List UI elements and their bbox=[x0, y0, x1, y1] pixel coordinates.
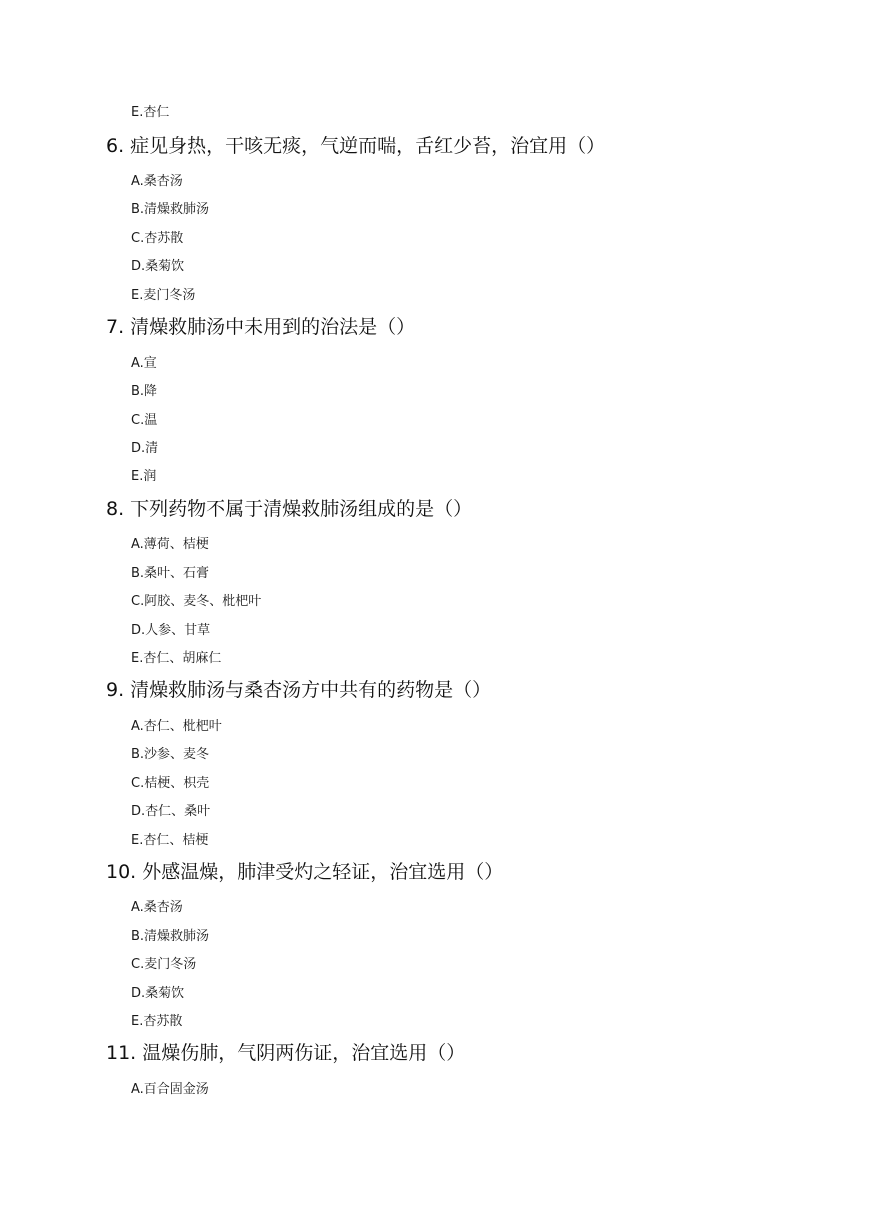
option-e: E.润 bbox=[131, 469, 157, 484]
option-c: C.桔梗、枳壳 bbox=[131, 776, 210, 791]
option-e: E.麦门冬汤 bbox=[131, 288, 196, 303]
option-d: D.桑菊饮 bbox=[131, 259, 185, 274]
option-c: C.麦门冬汤 bbox=[131, 957, 197, 972]
option-e: E.杏苏散 bbox=[131, 1014, 183, 1029]
option-c: C.杏苏散 bbox=[131, 231, 184, 246]
option-b: B.桑叶、石膏 bbox=[131, 566, 210, 581]
option-e-q5: E.杏仁 bbox=[131, 105, 170, 120]
question-9: 9. 清燥救肺汤与桑杏汤方中共有的药物是（） bbox=[106, 679, 492, 701]
option-b: B.清燥救肺汤 bbox=[131, 202, 210, 217]
question-11: 11. 温燥伤肺，气阴两伤证，治宜选用（） bbox=[106, 1042, 466, 1064]
question-6: 6. 症见身热，干咳无痰，气逆而喘，舌红少苔，治宜用（） bbox=[106, 135, 606, 157]
option-d: D.清 bbox=[131, 441, 159, 456]
option-e: E.杏仁、桔梗 bbox=[131, 833, 209, 848]
option-b: B.清燥救肺汤 bbox=[131, 929, 210, 944]
question-8: 8. 下列药物不属于清燥救肺汤组成的是（） bbox=[106, 498, 473, 520]
question-7: 7. 清燥救肺汤中未用到的治法是（） bbox=[106, 316, 416, 338]
option-d: D.杏仁、桑叶 bbox=[131, 804, 211, 819]
option-b: B.降 bbox=[131, 384, 158, 399]
question-10: 10. 外感温燥，肺津受灼之轻证，治宜选用（） bbox=[106, 861, 504, 883]
option-d: D.人参、甘草 bbox=[131, 623, 211, 638]
option-a: A.桑杏汤 bbox=[131, 900, 183, 915]
option-a: A.薄荷、桔梗 bbox=[131, 537, 209, 552]
option-c: C.阿胶、麦冬、枇杷叶 bbox=[131, 594, 262, 609]
option-a: A.杏仁、枇杷叶 bbox=[131, 719, 222, 734]
option-a: A.宣 bbox=[131, 356, 157, 371]
option-e: E.杏仁、胡麻仁 bbox=[131, 651, 222, 666]
option-b: B.沙参、麦冬 bbox=[131, 747, 210, 762]
option-a: A.百合固金汤 bbox=[131, 1082, 209, 1097]
option-d: D.桑菊饮 bbox=[131, 986, 185, 1001]
option-a: A.桑杏汤 bbox=[131, 174, 183, 189]
option-c: C.温 bbox=[131, 413, 158, 428]
